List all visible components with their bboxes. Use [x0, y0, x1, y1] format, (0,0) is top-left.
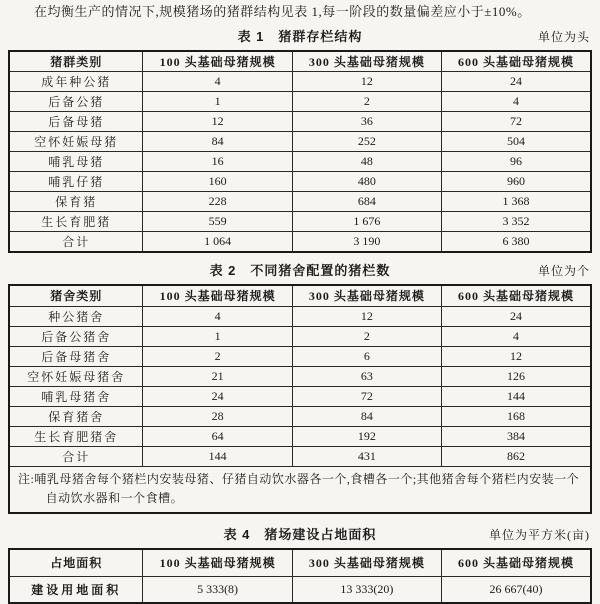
table1-caption-text	[238, 29, 363, 44]
table-row	[9, 306, 591, 326]
herd-structure-table	[8, 50, 592, 254]
value-cell: 21	[143, 366, 292, 386]
value-cell: 252	[292, 132, 441, 152]
value-cell: 431	[292, 446, 441, 466]
value-cell: 1	[143, 92, 292, 112]
value-cell: 4	[442, 92, 591, 112]
value-cell: 3 352	[442, 212, 591, 232]
value-cell: 84	[292, 406, 441, 426]
row-label-cell: 生长育肥猪舍	[9, 426, 143, 446]
value-cell: 126	[442, 366, 591, 386]
table2-caption	[8, 261, 592, 281]
value-cell: 24	[442, 72, 591, 92]
header-cell: 600 头基础母猪规模	[442, 285, 591, 306]
row-label-cell: 保育猪	[9, 192, 143, 212]
value-cell: 12	[143, 112, 292, 132]
header-cell: 猪舍类别	[9, 285, 143, 306]
table-row	[9, 346, 591, 366]
row-label-cell: 种公猪舍	[9, 306, 143, 326]
row-label-cell: 空怀妊娠母猪舍	[9, 366, 143, 386]
table-row	[9, 172, 591, 192]
row-label-cell: 后备母猪舍	[9, 346, 143, 366]
value-cell: 12	[292, 72, 441, 92]
value-cell: 28	[143, 406, 292, 426]
table2-caption-title: 不同猪舍配置的猪栏数	[250, 263, 391, 279]
row-label-cell: 保育猪舍	[9, 406, 143, 426]
table-row	[9, 366, 591, 386]
table-row	[9, 92, 591, 112]
header-cell: 300 头基础母猪规模	[292, 285, 441, 306]
table1-caption-label: 表 1	[237, 28, 265, 44]
value-cell: 1 676	[292, 212, 441, 232]
value-cell: 72	[292, 386, 441, 406]
table2-caption-text	[210, 263, 391, 278]
header-cell: 100 头基础母猪规模	[143, 51, 292, 72]
value-cell: 16	[143, 152, 292, 172]
value-cell: 5 333(8)	[143, 576, 292, 603]
table-header-row	[9, 51, 591, 72]
value-cell: 168	[442, 406, 591, 426]
value-cell: 1	[143, 326, 292, 346]
table2-note: 注:哺乳母猪舍每个猪栏内安装母猪、仔猪自动饮水器各一个,食槽各一个;其他猪舍每个猪栏内安装一个自动饮水器和一个食槽。	[18, 471, 580, 506]
value-cell: 63	[292, 366, 441, 386]
value-cell: 684	[292, 192, 441, 212]
value-cell: 36	[292, 112, 441, 132]
value-cell: 64	[143, 426, 292, 446]
header-cell: 600 头基础母猪规模	[442, 51, 591, 72]
value-cell: 13 333(20)	[292, 576, 441, 603]
header-cell: 600 头基础母猪规模	[442, 549, 591, 576]
table1-caption-title: 猪群存栏结构	[278, 28, 363, 44]
table4-caption-text	[224, 527, 377, 542]
header-cell: 占地面积	[9, 549, 143, 576]
header-cell: 100 头基础母猪规模	[143, 285, 292, 306]
table2-caption-label: 表 2	[209, 263, 237, 279]
table-row	[9, 132, 591, 152]
row-label-cell: 成年种公猪	[9, 72, 143, 92]
value-cell: 862	[442, 446, 591, 466]
value-cell: 504	[442, 132, 591, 152]
value-cell: 12	[442, 346, 591, 366]
table-row	[9, 576, 591, 603]
table2-unit: 单位为个	[537, 264, 590, 279]
value-cell: 960	[442, 172, 591, 192]
table-note-row	[9, 466, 591, 513]
table-total-row	[9, 232, 591, 253]
table-row	[9, 72, 591, 92]
table-row	[9, 426, 591, 446]
value-cell: 559	[143, 212, 292, 232]
value-cell: 12	[292, 306, 441, 326]
value-cell: 1 064	[143, 232, 292, 253]
value-cell: 4	[143, 306, 292, 326]
table-row	[9, 386, 591, 406]
row-label-cell: 合计	[9, 232, 143, 253]
value-cell: 144	[442, 386, 591, 406]
table-total-row	[9, 446, 591, 466]
intro-paragraph: 在均衡生产的情况下,规模猪场的猪群结构见表 1,每一阶段的数量偏差应小于±10%。	[34, 4, 531, 19]
table-note-cell	[9, 466, 591, 513]
table4-unit: 单位为平方米(亩)	[489, 528, 590, 543]
table1-unit: 单位为头	[537, 29, 590, 44]
row-label-cell: 后备公猪舍	[9, 326, 143, 346]
value-cell: 228	[143, 192, 292, 212]
table4-caption-label: 表 4	[223, 527, 251, 543]
table-header-row	[9, 549, 591, 576]
value-cell: 26 667(40)	[442, 576, 591, 603]
row-label-cell: 建设用地面积	[9, 576, 143, 603]
value-cell: 3 190	[292, 232, 441, 253]
value-cell: 1 368	[442, 192, 591, 212]
row-label-cell: 后备公猪	[9, 92, 143, 112]
value-cell: 480	[292, 172, 441, 192]
row-label-cell: 空怀妊娠母猪	[9, 132, 143, 152]
value-cell: 2	[292, 326, 441, 346]
land-area-table	[8, 548, 592, 604]
table-row	[9, 212, 591, 232]
value-cell: 384	[442, 426, 591, 446]
table-row	[9, 152, 591, 172]
header-cell: 100 头基础母猪规模	[143, 549, 292, 576]
value-cell: 4	[143, 72, 292, 92]
value-cell: 84	[143, 132, 292, 152]
value-cell: 160	[143, 172, 292, 192]
table-row	[9, 192, 591, 212]
value-cell: 96	[442, 152, 591, 172]
pen-count-table	[8, 284, 592, 514]
table4-caption	[8, 525, 592, 545]
table-row	[9, 112, 591, 132]
row-label-cell: 哺乳母猪	[9, 152, 143, 172]
value-cell: 144	[143, 446, 292, 466]
value-cell: 2	[143, 346, 292, 366]
value-cell: 6 380	[442, 232, 591, 253]
row-label-cell: 后备母猪	[9, 112, 143, 132]
value-cell: 4	[442, 326, 591, 346]
value-cell: 24	[442, 306, 591, 326]
table1-caption	[8, 27, 592, 47]
header-cell: 猪群类别	[9, 51, 143, 72]
table4-caption-title: 猪场建设占地面积	[264, 527, 377, 543]
row-label-cell: 哺乳母猪舍	[9, 386, 143, 406]
value-cell: 48	[292, 152, 441, 172]
value-cell: 72	[442, 112, 591, 132]
header-cell: 300 头基础母猪规模	[292, 549, 441, 576]
row-label-cell: 哺乳仔猪	[9, 172, 143, 192]
row-label-cell: 生长育肥猪	[9, 212, 143, 232]
table-header-row	[9, 285, 591, 306]
table-row	[9, 326, 591, 346]
value-cell: 192	[292, 426, 441, 446]
value-cell: 2	[292, 92, 441, 112]
value-cell: 24	[143, 386, 292, 406]
value-cell: 6	[292, 346, 441, 366]
header-cell: 300 头基础母猪规模	[292, 51, 441, 72]
row-label-cell: 合计	[9, 446, 143, 466]
table-row	[9, 406, 591, 426]
